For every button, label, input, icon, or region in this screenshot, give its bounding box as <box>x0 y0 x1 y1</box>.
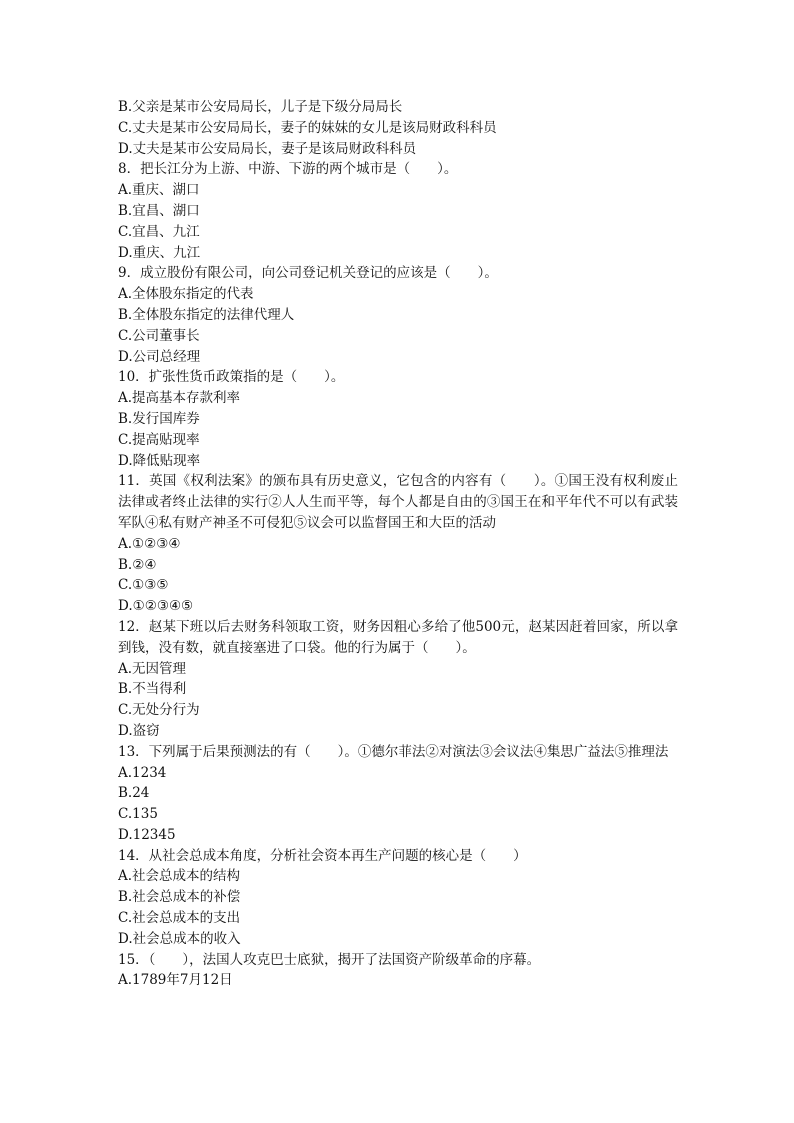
answer-option: A.提高基本存款利率 <box>118 390 241 407</box>
answer-option: C.宜昌、九江 <box>118 223 200 240</box>
answer-option: D.盗窃 <box>118 722 160 739</box>
answer-option: D.公司总经理 <box>118 348 201 365</box>
answer-option: C.公司董事长 <box>118 327 200 344</box>
answer-option: A.1234 <box>118 764 167 781</box>
answer-option: B.不当得利 <box>118 681 187 698</box>
question-text: 8．把长江分为上游、中游、下游的两个城市是（ ）。 <box>118 161 458 178</box>
answer-option: A.无因管理 <box>118 660 187 677</box>
answer-option: A.1789年7月12日 <box>118 972 233 989</box>
answer-option: C.135 <box>118 806 158 823</box>
answer-option: C.无处分行为 <box>118 702 200 719</box>
answer-option: D.12345 <box>118 826 176 843</box>
question-text: 12．赵某下班以后去财务科领取工资，财务因粗心多给了他500元，赵某因赶着回家，所以拿到钱，没有数，就直接塞进了口袋。他的行为属于（ ）。 <box>118 618 678 656</box>
answer-option: C.丈夫是某市公安局局长，妻子的妹妹的女儿是该局财政科科员 <box>118 119 497 136</box>
answer-option: D.丈夫是某市公安局局长，妻子是该局财政科科员 <box>118 140 417 157</box>
question-text: 14．从社会总成本角度，分析社会资本再生产问题的核心是（ ） <box>118 847 527 864</box>
question-text: 11．英国《权利法案》的颁布具有历史意义，它包含的内容有（ ）。①国王没有权利废止法律或者终止法律的实行②人人生而平等，每个人都是自由的③国王在和平年代不可以有武装军队④私有财产神圣不可侵犯⑤议会可以监督国王和大臣的活动 <box>118 473 678 531</box>
answer-option: B.社会总成本的补偿 <box>118 889 241 906</box>
question-text: 10．扩张性货币政策指的是（ ）。 <box>118 369 345 386</box>
answer-option: A.全体股东指定的代表 <box>118 286 254 303</box>
answer-option: C.①③⑤ <box>118 577 169 594</box>
answer-option: B.全体股东指定的法律代理人 <box>118 306 295 323</box>
question-text: 9．成立股份有限公司，向公司登记机关登记的应该是（ ）。 <box>118 265 498 282</box>
answer-option: D.降低贴现率 <box>118 452 201 469</box>
answer-option: D.①②③④⑤ <box>118 598 194 615</box>
document-page <box>118 97 678 991</box>
answer-option: C.提高贴现率 <box>118 431 200 448</box>
question-text: 13．下列属于后果预测法的有（ ）。①德尔菲法②对演法③会议法④集思广益法⑤推理法 <box>118 743 669 760</box>
answer-option: D.重庆、九江 <box>118 244 201 261</box>
answer-option: D.社会总成本的收入 <box>118 930 241 947</box>
question-text: 15．（ ），法国人攻克巴士底狱，揭开了法国资产阶级革命的序幕。 <box>118 951 541 968</box>
answer-option: B.发行国库券 <box>118 410 200 427</box>
answer-option: A.社会总成本的结构 <box>118 868 241 885</box>
answer-option: A.重庆、湖口 <box>118 182 200 199</box>
answer-option: C.社会总成本的支出 <box>118 910 241 927</box>
answer-option: B.宜昌、湖口 <box>118 202 200 219</box>
answer-option: B.24 <box>118 785 150 802</box>
answer-option: B.父亲是某市公安局局长，儿子是下级分局局长 <box>118 99 403 115</box>
answer-option: B.②④ <box>118 556 157 573</box>
answer-option: A.①②③④ <box>118 535 181 552</box>
